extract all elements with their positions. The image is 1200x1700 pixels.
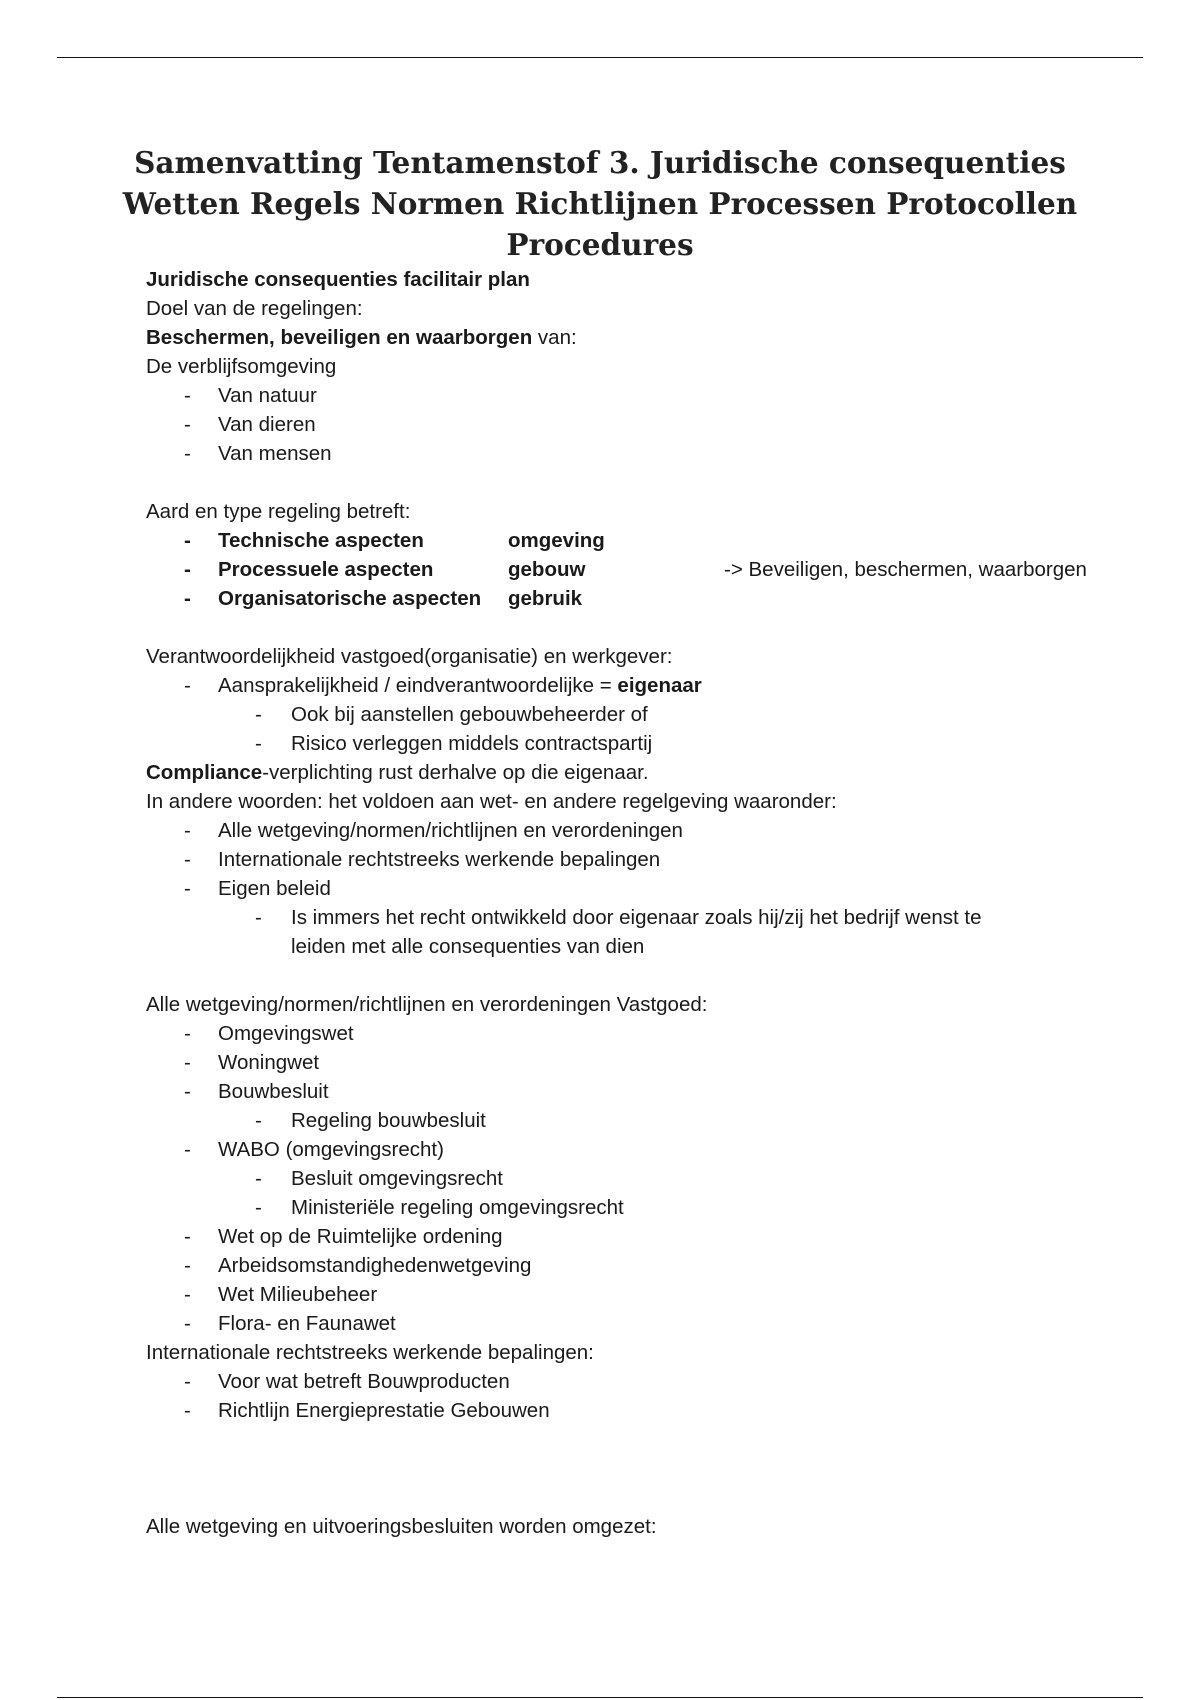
list-item — [146, 845, 1126, 874]
list-item-text: Wet Milieubeheer — [218, 1283, 378, 1306]
dash-bullet: - — [184, 674, 191, 697]
list-item-text: Flora- en Faunawet — [218, 1312, 396, 1335]
list-item — [146, 671, 1126, 700]
list-item — [146, 1222, 1126, 1251]
list-item — [146, 410, 1126, 439]
list-item-text: Alle wetgeving/normen/richtlijnen en verordeningen — [218, 819, 683, 842]
dash-bullet: - — [184, 1312, 191, 1335]
list-item — [146, 1019, 1126, 1048]
list-item-text: Omgevingswet — [218, 1022, 354, 1045]
list-item-text: Aansprakelijkheid / eindverantwoordelijke = — [218, 674, 618, 697]
list-item-text: Bouwbesluit — [218, 1080, 329, 1103]
list-item-text: Arbeidsomstandighedenwetgeving — [218, 1254, 532, 1277]
sub-list-item-text: Is immers het recht ontwikkeld door eigenaar zoals hij/zij het bedrijf wenst te — [291, 906, 982, 929]
compliance-bold: Compliance — [146, 761, 263, 784]
section-heading: Juridische consequenties facilitair plan — [146, 268, 530, 291]
list-item — [146, 816, 1126, 845]
other-words-text: In andere woorden: het voldoen aan wet- en andere regelgeving waaronder: — [146, 790, 837, 813]
sub-list-item — [146, 1106, 1126, 1135]
list-item-text: Van dieren — [218, 413, 316, 436]
list-item-text: Van natuur — [218, 384, 317, 407]
sub-list-item-text: Regeling bouwbesluit — [291, 1109, 486, 1132]
document-body — [146, 265, 1126, 1541]
owner-bold: eigenaar — [617, 674, 702, 697]
dash-bullet: - — [184, 1138, 191, 1161]
title-line-3: Procedures — [506, 227, 694, 262]
dash-bullet: - — [255, 703, 262, 726]
list-item-text: Internationale rechtstreeks werkende bepalingen — [218, 848, 661, 871]
aspect-object: omgeving — [508, 529, 605, 552]
dash-bullet: - — [184, 819, 191, 842]
list-item — [146, 1077, 1126, 1106]
sub-list-item-continued: leiden met alle consequenties van dien — [291, 935, 645, 958]
aspect-label: Technische aspecten — [218, 529, 424, 552]
aspect-row — [146, 555, 1126, 584]
dash-bullet: - — [184, 1254, 191, 1277]
dash-bullet: - — [184, 558, 191, 581]
list-item — [146, 1280, 1126, 1309]
sub-list-item-text: Risico verleggen middels contractspartij — [291, 732, 653, 755]
title-line-1: Samenvatting Tentamenstof 3. Juridische consequenties — [134, 145, 1066, 180]
list-item-text: WABO (omgevingsrecht) — [218, 1138, 444, 1161]
dash-bullet: - — [184, 413, 191, 436]
dash-bullet: - — [184, 529, 191, 552]
compliance-text — [146, 758, 1126, 787]
list-item — [146, 381, 1126, 410]
responsibility-intro: Verantwoordelijkheid vastgoed(organisatie) en werkgever: — [146, 645, 673, 668]
aspect-note: -> Beveiligen, beschermen, waarborgen — [724, 558, 1087, 581]
international-intro: Internationale rechtstreeks werkende bepalingen: — [146, 1341, 594, 1364]
bottom-rule — [57, 1697, 1143, 1698]
list-item-text: Woningwet — [218, 1051, 320, 1074]
sub-list-item — [146, 1193, 1126, 1222]
sub-list-item — [146, 729, 1126, 758]
list-item-text: Voor wat betreft Bouwproducten — [218, 1370, 510, 1393]
list-item-text: Eigen beleid — [218, 877, 331, 900]
sub-list-item — [146, 1164, 1126, 1193]
regulation-intro: Aard en type regeling betreft: — [146, 500, 411, 523]
aspect-object: gebruik — [508, 587, 583, 610]
list-item — [146, 1367, 1126, 1396]
list-item — [146, 1251, 1126, 1280]
dash-bullet: - — [184, 442, 191, 465]
dash-bullet: - — [184, 1051, 191, 1074]
final-text: Alle wetgeving en uitvoeringsbesluiten worden omgezet: — [146, 1515, 657, 1538]
list-item-text: Van mensen — [218, 442, 332, 465]
protect-bold: Beschermen, beveiligen en waarborgen — [146, 326, 533, 349]
dash-bullet: - — [184, 1399, 191, 1422]
protect-text — [146, 323, 1126, 352]
list-item — [146, 1309, 1126, 1338]
dash-bullet: - — [184, 1370, 191, 1393]
list-item-text: Wet op de Ruimtelijke ordening — [218, 1225, 503, 1248]
legislation-intro: Alle wetgeving/normen/richtlijnen en verordeningen Vastgoed: — [146, 993, 708, 1016]
dash-bullet: - — [184, 877, 191, 900]
list-item — [146, 439, 1126, 468]
top-rule — [57, 57, 1143, 58]
dash-bullet: - — [184, 848, 191, 871]
dash-bullet: - — [184, 1080, 191, 1103]
list-item — [146, 1048, 1126, 1077]
aspect-label: Organisatorische aspecten — [218, 587, 482, 610]
env-text: De verblijfsomgeving — [146, 355, 337, 378]
title-line-2: Wetten Regels Normen Richtlijnen Processen Protocollen — [122, 186, 1078, 221]
dash-bullet: - — [255, 732, 262, 755]
document-title — [120, 142, 1080, 265]
dash-bullet: - — [184, 587, 191, 610]
dash-bullet: - — [184, 1022, 191, 1045]
protect-rest: van: — [532, 326, 577, 349]
aspect-object: gebouw — [508, 558, 586, 581]
dash-bullet: - — [255, 906, 262, 929]
aspect-label: Processuele aspecten — [218, 558, 434, 581]
list-item — [146, 1135, 1126, 1164]
list-item-text: Richtlijn Energieprestatie Gebouwen — [218, 1399, 550, 1422]
dash-bullet: - — [184, 1283, 191, 1306]
sub-list-item — [146, 903, 1126, 932]
goal-text: Doel van de regelingen: — [146, 297, 363, 320]
dash-bullet: - — [255, 1196, 262, 1219]
aspect-row — [146, 584, 1126, 613]
list-item — [146, 874, 1126, 903]
sub-list-item-text: Ook bij aanstellen gebouwbeheerder of — [291, 703, 648, 726]
sub-list-item-text: Ministeriële regeling omgevingsrecht — [291, 1196, 624, 1219]
dash-bullet: - — [184, 384, 191, 407]
dash-bullet: - — [255, 1167, 262, 1190]
dash-bullet: - — [184, 1225, 191, 1248]
dash-bullet: - — [255, 1109, 262, 1132]
list-item — [146, 1396, 1126, 1425]
sub-list-item — [146, 700, 1126, 729]
sub-list-item-text: Besluit omgevingsrecht — [291, 1167, 503, 1190]
aspect-row — [146, 526, 1126, 555]
compliance-rest: -verplichting rust derhalve op die eigenaar. — [262, 761, 649, 784]
